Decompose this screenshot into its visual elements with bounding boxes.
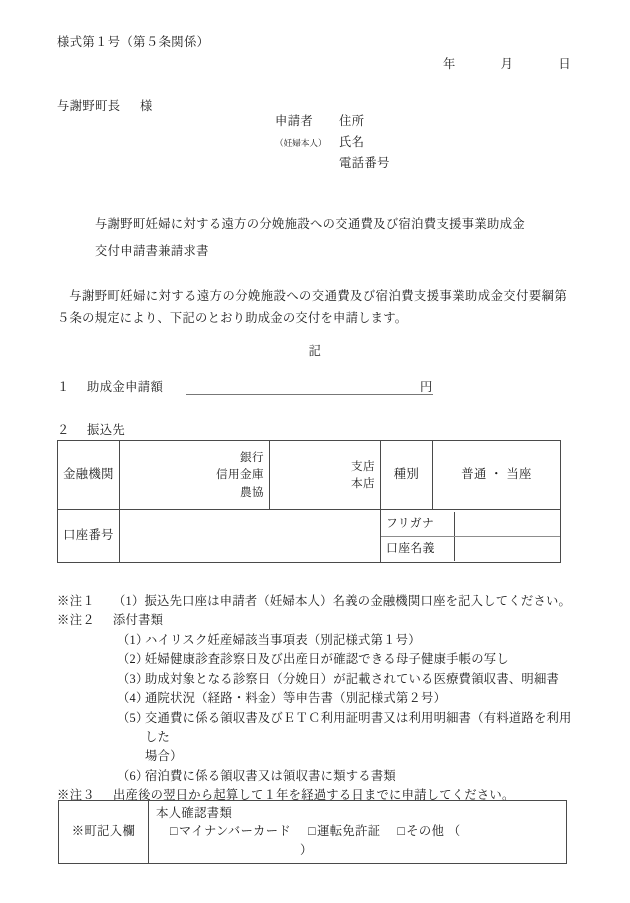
other-close-paren: ） (300, 842, 313, 857)
bank-institution-label: 金融機関 (58, 441, 120, 510)
checkbox-other-label: その他 (406, 824, 445, 839)
date-day-label: 日 (558, 57, 572, 71)
note-3-tag: ※注３ (57, 788, 96, 803)
list-item (117, 650, 573, 669)
attachment-1-number: （1） (117, 632, 149, 647)
attachment-3-number: （3） (117, 671, 149, 686)
addressee-honorific: 様 (139, 99, 153, 113)
identity-verification-cell (149, 801, 567, 864)
note-1 (57, 592, 573, 611)
attachment-6-number: （6） (117, 768, 149, 783)
page-title (95, 215, 525, 269)
checkbox-drivers-license-label: 運転免許証 (316, 824, 381, 839)
date-line (443, 55, 571, 74)
table-row (381, 536, 560, 561)
list-item (117, 631, 573, 650)
item-1-label: 助成金申請額 (87, 380, 164, 394)
applicant-name-label: 氏名 (339, 135, 365, 149)
attachment-2-number: （2） (117, 652, 149, 667)
list-item (117, 670, 573, 689)
grant-amount-unit: 円 (420, 380, 433, 394)
note-1-tag: ※注１ (57, 594, 96, 608)
institution-type-shinkin: 信用金庫 (216, 468, 264, 482)
account-type-label: 種別 (381, 441, 433, 510)
applicant-label: 申請者 (275, 114, 314, 128)
bank-branch-types (270, 458, 380, 493)
item-1-row (57, 378, 163, 397)
applicant-address-label: 住所 (339, 114, 365, 128)
town-office-label: ※町記入欄 (59, 801, 149, 864)
note-2-body: 添付書類 (113, 613, 164, 628)
table-row (381, 512, 560, 537)
bank-transfer-table (57, 440, 561, 563)
branch-type-shiten: 支店 (351, 459, 375, 473)
grant-amount-input[interactable] (186, 394, 433, 395)
table-row (58, 441, 561, 510)
page-title-line2: 交付申請書兼請求書 (95, 244, 209, 258)
bank-institution-types (120, 449, 269, 501)
page-title-line1: 与謝野町妊婦に対する遠方の分娩施設への交通費及び宿泊費支援事業助成金 (95, 217, 525, 231)
checkbox-drivers-license[interactable] (308, 824, 380, 838)
item-2-row (57, 421, 125, 440)
attachment-5-number: （5） (117, 710, 149, 725)
applicant-sublabel: （妊婦本人） (275, 138, 327, 148)
checkbox-mynumber-card-label: マイナンバーカード (178, 824, 292, 839)
addressee (57, 97, 153, 116)
item-1-number: １ (57, 380, 70, 394)
checkbox-mynumber-card[interactable] (170, 824, 291, 838)
checkbox-other[interactable] (397, 824, 444, 838)
preamble-text: 与謝野町妊婦に対する遠方の分娩施設への交通費及び宿泊費支援事業助成金交付要綱第５条の規定により、下記のとおり助成金の交付を申請します。 (57, 289, 567, 325)
identity-verification-heading: 本人確認書類 (156, 806, 233, 820)
addressee-name: 与謝野町長 (57, 99, 121, 113)
account-holder-group (381, 510, 561, 563)
table-row (58, 510, 561, 563)
furigana-input[interactable] (455, 512, 561, 537)
attachment-6-text: 宿泊費に係る領収書又は領収書に類する書類 (145, 768, 396, 783)
attachment-3-text: 助成対象となる診察日（分娩日）が記載されている医療費領収書、明細書 (145, 671, 560, 686)
account-holder-label: 口座名義 (381, 536, 455, 561)
item-2-label: 振込先 (87, 423, 126, 437)
attachment-5-text: 交通費に係る領収書及びＥＴＣ利用証明書又は利用明細書（有料道路を利用した (145, 710, 572, 744)
checkbox-icon: □ (397, 824, 406, 839)
identity-checkbox-row (156, 822, 566, 859)
note-3-body: 出産後の翌日から起算して１年を経過する日までに申請してください。 (113, 788, 515, 803)
applicant-phone-label: 電話番号 (339, 156, 390, 170)
attachment-1-text: ハイリスク妊産婦該当事項表（別記様式第１号） (145, 632, 421, 647)
attachment-2-text: 妊婦健康診査診察日及び出産日が確認できる母子健康手帳の写し (145, 652, 509, 667)
bank-name-input[interactable] (120, 441, 270, 510)
list-item (117, 709, 573, 748)
date-month-label: 月 (500, 57, 514, 71)
table-row (59, 801, 567, 864)
note-2 (57, 611, 573, 630)
checkbox-icon: □ (308, 824, 316, 839)
bank-branch-input[interactable] (270, 441, 381, 510)
other-open-paren: （ (447, 824, 461, 839)
branch-type-honten: 本店 (351, 477, 375, 490)
attachment-4-text: 通院状況（経路・料金）等申告書（別記様式第２号） (145, 691, 447, 706)
account-holder-table (381, 512, 560, 561)
list-item (117, 689, 573, 708)
item-2-number: ２ (57, 423, 70, 437)
date-year-label: 年 (443, 57, 456, 71)
attachment-4-number: （4） (117, 691, 149, 706)
furigana-label: フリガナ (381, 512, 455, 537)
town-office-box (58, 800, 567, 864)
preamble-paragraph (57, 286, 567, 329)
applicant-name-row (275, 133, 390, 154)
applicant-phone-row (275, 154, 390, 175)
checkbox-icon: □ (170, 824, 178, 839)
list-item (117, 767, 573, 786)
account-holder-input[interactable] (455, 536, 561, 561)
applicant-address-row (275, 112, 390, 133)
account-number-label: 口座番号 (58, 510, 120, 563)
attachment-5-continuation: 場合） (145, 749, 183, 764)
form-number: 様式第１号（第５条関係） (57, 35, 210, 49)
notes-section (57, 592, 573, 806)
note-1-body: （1）振込先口座は申請者（妊婦本人）名義の金融機関口座を記入してください。 (113, 594, 572, 608)
ki-mark: 記 (308, 344, 322, 358)
account-type-options[interactable]: 普通 ・ 当座 (433, 441, 561, 510)
attachment-list (117, 631, 573, 786)
institution-type-bank: 銀行 (240, 450, 264, 464)
note-2-tag: ※注２ (57, 613, 96, 628)
applicant-block (275, 112, 390, 175)
account-number-input[interactable] (120, 510, 381, 563)
institution-type-nokyo: 農協 (240, 485, 264, 499)
